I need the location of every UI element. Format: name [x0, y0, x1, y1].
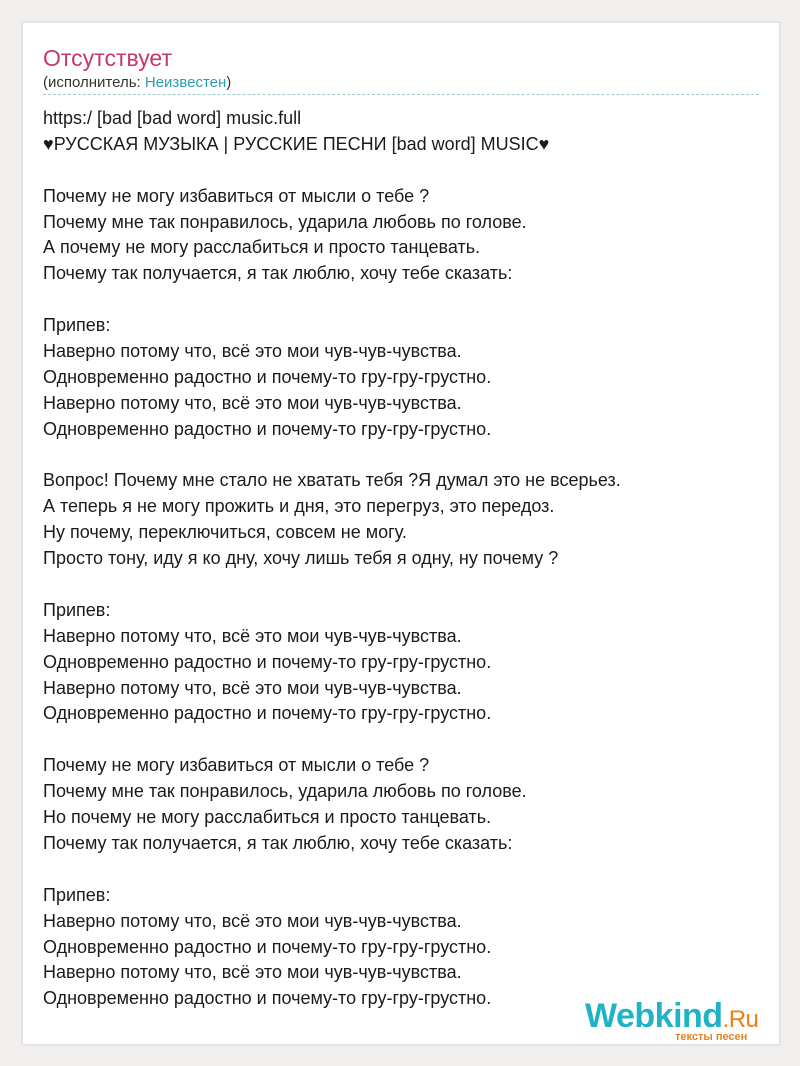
lyric-line: [43, 443, 763, 469]
lyric-line: [43, 158, 763, 184]
song-title: Отсутствует: [43, 45, 172, 71]
lyric-line: Одновременно радостно и почему-то гру-гру-грустно.: [43, 703, 492, 724]
lyric-line: А почему не могу расслабиться и просто танцевать.: [43, 237, 481, 258]
artist-link[interactable]: Неизвестен: [144, 74, 227, 91]
lyrics-page: [22, 22, 780, 1045]
lyric-line: Вопрос! Почему мне стало не хватать тебя ?Я думал это не всерьез.: [43, 470, 621, 491]
artist-suffix: ): [226, 74, 232, 91]
lyric-line: А теперь я не могу прожить и дня, это перегруз, это передоз.: [43, 496, 555, 517]
artist-line: [43, 74, 231, 92]
lyric-line: Припев:: [43, 884, 111, 905]
lyric-line: Почему не могу избавиться от мысли о тебе ?: [43, 755, 430, 776]
lyric-line: Наверно потому что, всё это мои чув-чув-чувства.: [43, 910, 462, 931]
lyric-line: Наверно потому что, всё это мои чув-чув-чувства.: [43, 341, 462, 362]
lyric-line: Просто тону, иду я ко дну, хочу лишь тебя я одну, ну почему ?: [43, 548, 559, 569]
lyric-line: Одновременно радостно и почему-то гру-гру-грустно.: [43, 936, 492, 957]
site-logo[interactable]: [585, 998, 775, 1042]
lyric-line: [43, 287, 763, 313]
artist-prefix: (исполнитель:: [43, 74, 145, 91]
lyric-line: [43, 857, 763, 883]
lyric-line: https:/ [bad [bad word] music.full: [43, 108, 302, 128]
lyric-line: Припев:: [43, 599, 111, 620]
lyric-line: ♥РУССКАЯ МУЗЫКА | РУССКИЕ ПЕСНИ [bad word] MUSIC♥: [43, 133, 550, 154]
lyric-line: Почему так получается, я так люблю, хочу тебе сказать:: [43, 263, 513, 284]
lyric-line: Наверно потому что, всё это мои чув-чув-чувства.: [43, 677, 462, 698]
lyric-line: Одновременно радостно и почему-то гру-гру-грустно.: [43, 366, 492, 387]
lyric-line: [43, 727, 763, 753]
lyric-line: Одновременно радостно и почему-то гру-гру-грустно.: [43, 988, 492, 1009]
logo-tagline: тексты песен: [675, 1031, 748, 1043]
lyric-line: Одновременно радостно и почему-то гру-гру-грустно.: [43, 418, 492, 439]
lyric-line: [43, 572, 763, 598]
lyric-line: Почему мне так понравилось, ударила любовь по голове.: [43, 211, 527, 232]
lyric-line: Наверно потому что, всё это мои чув-чув-чувства.: [43, 625, 462, 646]
lyric-line: Одновременно радостно и почему-то гру-гру-грустно.: [43, 651, 492, 672]
lyric-line: Почему не могу избавиться от мысли о тебе ?: [43, 185, 430, 206]
lyric-line: Припев:: [43, 315, 111, 336]
logo-tld: .Ru: [722, 1006, 759, 1033]
logo-brand: Webkind: [585, 997, 723, 1035]
lyric-line: Почему мне так понравилось, ударила любовь по голове.: [43, 781, 527, 802]
lyric-line: Почему так получается, я так люблю, хочу тебе сказать:: [43, 832, 513, 853]
lyric-line: Но почему не могу расслабиться и просто танцевать.: [43, 807, 492, 828]
lyric-line: Ну почему, переключиться, совсем не могу.: [43, 522, 407, 543]
lyric-line: Наверно потому что, всё это мои чув-чув-чувства.: [43, 962, 462, 983]
header-divider: [43, 94, 759, 95]
lyric-line: Наверно потому что, всё это мои чув-чув-чувства.: [43, 392, 462, 413]
lyrics-body: [43, 106, 763, 1012]
